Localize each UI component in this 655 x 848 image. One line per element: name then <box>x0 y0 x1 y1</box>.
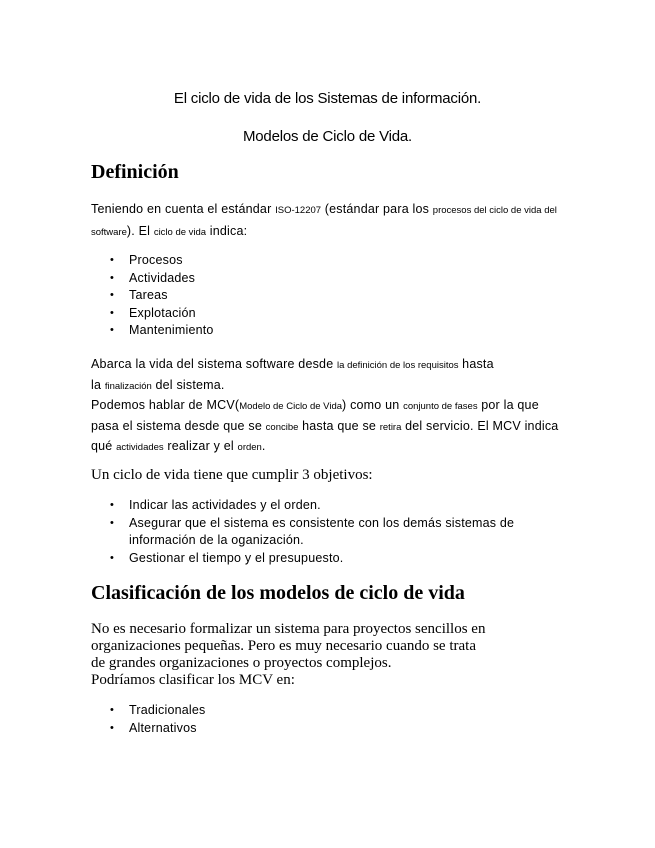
list-item: • Gestionar el tiempo y el presupuesto. <box>110 550 540 568</box>
intro-paragraph: Teniendo en cuenta el estándar ISO-12207 (estándar para los procesos del ciclo de vida del software). El ciclo de vida indica: <box>91 202 557 238</box>
list-item: • Tradicionales <box>110 702 205 720</box>
list-item: • Asegurar que el sistema es consistente con los demás sistemas de información de la oganización. <box>110 515 540 550</box>
list-item: • Actividades <box>110 270 214 288</box>
list-item: • Mantenimiento <box>110 322 214 340</box>
section-heading-definicion: Definición <box>91 161 179 183</box>
list-item: • Procesos <box>110 252 214 270</box>
objectives-list <box>110 497 540 567</box>
section-heading-clasificacion: Clasificación de los modelos de ciclo de vida <box>91 582 465 604</box>
ciclo-vida-list <box>110 252 214 340</box>
mcv-types-list <box>110 702 205 737</box>
list-item: • Indicar las actividades y el orden. <box>110 497 540 515</box>
list-item: • Explotación <box>110 305 214 323</box>
mcv-paragraph: Abarca la vida del sistema software desde la definición de los requisitos hasta la finalización del sistema. Podemos hablar de MCV(Modelo de Ciclo de Vida) como un conjunto de fases por la que pasa el sistema desde que se concibe hasta que se retira del servicio. El MCV indica qué actividades realizar y el orden. <box>91 357 559 453</box>
document-title: El ciclo de vida de los Sistemas de información. <box>173 90 482 107</box>
document-subtitle: Modelos de Ciclo de Vida. <box>243 128 412 145</box>
list-item: • Alternativos <box>110 720 205 738</box>
clasificacion-paragraph: No es necesario formalizar un sistema para proyectos sencillos en organizaciones pequeñas. Pero es muy necesario cuando se trata de grandes organizaciones o proyectos complejos. Podríamos clasificar los MCV en: <box>91 621 486 688</box>
list-item: • Tareas <box>110 287 214 305</box>
objectives-intro: Un ciclo de vida tiene que cumplir 3 objetivos: <box>91 467 373 483</box>
